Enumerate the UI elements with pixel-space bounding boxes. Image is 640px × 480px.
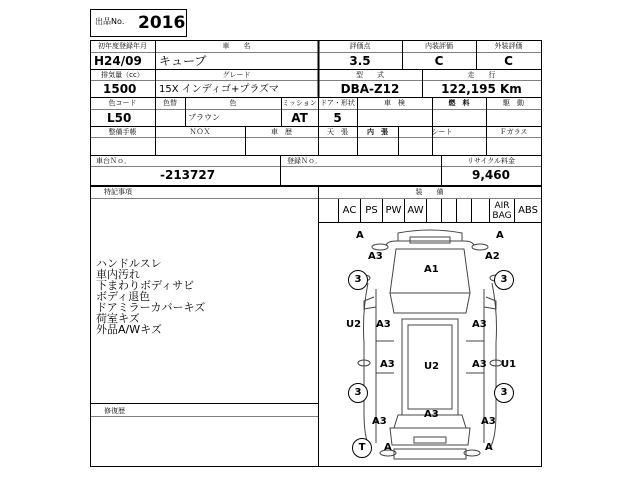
exterior-grade-value: C bbox=[504, 54, 513, 68]
score-label: 評価点 bbox=[349, 42, 371, 50]
doors-label: ドア・形状 bbox=[320, 99, 355, 107]
equipment-slot bbox=[427, 199, 442, 222]
doors-value: 5 bbox=[333, 111, 342, 125]
color-value: ブラウン bbox=[188, 113, 220, 122]
windshield-label: Ｆガラス bbox=[499, 128, 528, 136]
mark-hood: A1 bbox=[424, 264, 439, 275]
lot-number-label: 出品No． bbox=[95, 17, 130, 26]
mark-right-rear-panel: U1 bbox=[501, 359, 517, 370]
grade-label: グレード bbox=[222, 71, 251, 79]
chassis-number-label: 車台Ｎｏ． bbox=[96, 157, 131, 165]
mark-front-right-corner: A bbox=[496, 230, 504, 241]
interior-grade-value: C bbox=[434, 54, 444, 68]
displacement-label: 排気量（cc） bbox=[101, 71, 144, 79]
equipment-ps: PS bbox=[361, 199, 383, 222]
interior-trim-label: 内 張 bbox=[367, 128, 388, 136]
score-value: 3.5 bbox=[349, 54, 371, 68]
equipment-ac: AC bbox=[339, 199, 361, 222]
model-type-value: DBA-Z12 bbox=[340, 82, 400, 96]
equipment-airbag: AIR BAG bbox=[490, 199, 515, 222]
interior-grade-label: 内装評価 bbox=[425, 42, 453, 50]
grade-value: 15X インディゴ+プラズマ bbox=[159, 84, 279, 95]
model-type-label: 型 式 bbox=[356, 71, 384, 79]
mark-left-front-door: A3 bbox=[376, 319, 391, 330]
equipment-slot-blank bbox=[318, 199, 339, 222]
seat-label: シート bbox=[431, 128, 453, 136]
mileage-value: 122,195 Km bbox=[441, 82, 522, 96]
model-name-value: キューブ bbox=[159, 54, 207, 68]
repair-history-label: 修復歴 bbox=[104, 407, 125, 415]
notes-title: 特記事項 bbox=[104, 188, 132, 196]
mark-front-left-corner: A bbox=[356, 230, 364, 241]
mark-front-right-wheel: 3 bbox=[494, 270, 514, 290]
service-book-label: 整備手帳 bbox=[108, 128, 137, 136]
exterior-grade-label: 外装評価 bbox=[494, 42, 523, 50]
mark-left-rear-door: A3 bbox=[380, 359, 395, 370]
color-code-label: 色コード bbox=[108, 99, 137, 107]
plate-number-label: 登録Ｎｏ． bbox=[287, 157, 322, 165]
mark-rear-bumper-left: A bbox=[384, 442, 392, 453]
note-line: ハンドルスレ bbox=[96, 257, 162, 270]
color-code-value: L50 bbox=[107, 111, 132, 125]
mark-front-right-fender: A2 bbox=[485, 251, 500, 262]
recycle-fee-label: リサイクル料金 bbox=[466, 157, 516, 165]
mark-front-left-fender: A3 bbox=[368, 251, 383, 262]
car-condition-diagram bbox=[318, 223, 541, 466]
note-line: ドアミラーカバーキズ bbox=[96, 301, 206, 314]
vehicle-history-label: 車 歴 bbox=[271, 128, 292, 136]
headliner-label: 天 張 bbox=[327, 128, 348, 136]
color-label: 色 bbox=[229, 99, 237, 107]
equipment-abs: ABS bbox=[518, 205, 538, 216]
mark-right-rear-door: A3 bbox=[472, 359, 487, 370]
mark-rear-bumper-right: A bbox=[485, 442, 493, 453]
note-line: 外品A/Wキズ bbox=[96, 323, 162, 336]
mark-rear-left-wheel: 3 bbox=[348, 383, 368, 403]
reg-date-value: H24/09 bbox=[94, 54, 142, 68]
model-name-label: 車 名 bbox=[222, 42, 251, 50]
mark-rear-right-wheel: 3 bbox=[494, 383, 514, 403]
equipment-slot bbox=[472, 199, 490, 222]
note-line: ボディ退色 bbox=[96, 290, 151, 303]
note-line: 下まわりボディサビ bbox=[96, 279, 195, 292]
mark-spare-tire: T bbox=[352, 438, 372, 458]
note-line: 車内汚れ bbox=[96, 268, 140, 281]
mark-rear-left-quarter: A3 bbox=[372, 416, 387, 427]
mission-label: ミッション bbox=[282, 99, 317, 107]
mark-front-left-wheel: 3 bbox=[348, 270, 368, 290]
note-line: 荷室キズ bbox=[96, 312, 140, 325]
nox-label: ＮＯＸ bbox=[189, 128, 211, 136]
lot-number: 2016 bbox=[138, 13, 186, 33]
mission-value: AT bbox=[291, 111, 308, 125]
mark-rear-right-quarter: A3 bbox=[481, 416, 496, 427]
mileage-label: 走 行 bbox=[467, 71, 496, 79]
mark-right-front-door: A3 bbox=[472, 319, 487, 330]
fuel-label: 燃 料 bbox=[448, 99, 470, 107]
mark-rear-hatch: A3 bbox=[424, 409, 439, 420]
recycle-fee-value: 9,460 bbox=[472, 168, 510, 182]
reg-date-label: 初年度登録年月 bbox=[98, 42, 147, 50]
equipment-pw: PW bbox=[383, 199, 405, 222]
drive-label: 駆 動 bbox=[503, 99, 524, 107]
equipment-slot bbox=[457, 199, 472, 222]
equipment-aw: AW bbox=[405, 199, 427, 222]
mark-left-front-door-edge: U2 bbox=[346, 319, 362, 330]
equipment-slot bbox=[442, 199, 457, 222]
inspection-label: 車 検 bbox=[384, 99, 405, 107]
mark-roof: U2 bbox=[424, 361, 440, 372]
chassis-number-value: -213727 bbox=[160, 168, 216, 182]
notes-list bbox=[96, 258, 205, 335]
equipment-title: 装 備 bbox=[415, 188, 444, 196]
displacement-value: 1500 bbox=[103, 82, 137, 96]
color-change-label: 色替 bbox=[163, 99, 177, 107]
